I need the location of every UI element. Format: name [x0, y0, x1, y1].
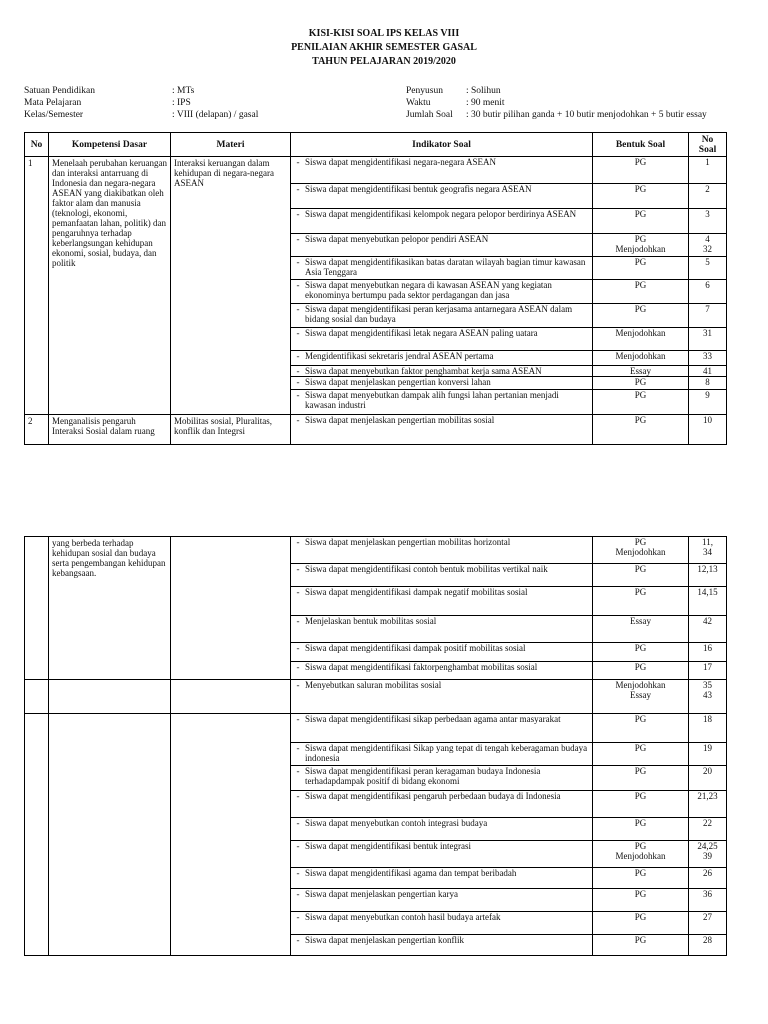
indikator-text: Siswa dapat menyebutkan faktor penghambat kerja sama ASEAN — [305, 366, 542, 376]
indikator-text: Siswa dapat mengidentifikasi kelompok negara pelopor berdirinya ASEAN — [305, 209, 577, 219]
bentuk-soal-cell: PG — [593, 376, 688, 389]
p2-row-1-no — [25, 537, 49, 680]
indikator-bullet: - — [296, 184, 300, 194]
bentuk-soal-cell: PG Menjodohkan — [593, 233, 688, 256]
row-1-no: 1 — [25, 157, 49, 415]
indikator-item — [291, 208, 592, 233]
meta-label-kelas: Kelas/Semester — [24, 110, 84, 120]
indikator-item — [291, 661, 592, 679]
nomor-soal-cell: 18 — [703, 714, 712, 724]
indikator-item — [291, 888, 592, 911]
nomor-soal-cell: 27 — [689, 911, 726, 934]
indikator-text: Siswa dapat mengidentifikasi peran keragaman budaya Indonesia terhadapdampak positif di bidang ekonomi — [305, 766, 541, 786]
meta-value-penyusun: : Solihun — [466, 86, 501, 96]
indikator-bullet: - — [296, 280, 300, 290]
indikator-item — [291, 233, 592, 256]
bentuk-soal-cell: PG — [634, 157, 647, 167]
nomor-soal-cell: 7 — [689, 303, 726, 327]
bentuk-soal-cell: PG — [593, 888, 688, 911]
nomor-soal-cell: 9 — [689, 389, 726, 412]
meta-label-jumlah: Jumlah Soal — [406, 110, 453, 120]
row-2-materi: Mobilitas sosial, Pluralitas, konflik dan Integrsi — [171, 415, 291, 445]
meta-value-waktu: : 90 menit — [466, 98, 505, 108]
indikator-bullet: - — [296, 390, 300, 400]
p2-row-3-no — [25, 714, 49, 956]
meta-label-waktu: Waktu — [406, 98, 431, 108]
indikator-text: Siswa dapat menjelaskan pengertian konversi lahan — [305, 377, 491, 387]
indikator-item — [291, 279, 592, 303]
indikator-item — [291, 157, 592, 183]
bentuk-soal-cell: PG Menjodohkan — [593, 840, 688, 867]
p2-row-3-kompetensi-dasar — [49, 714, 171, 956]
nomor-soal-cell: 42 — [689, 615, 726, 642]
header-kompetensi-dasar: Kompetensi Dasar — [49, 133, 171, 157]
indikator-bullet: - — [296, 791, 300, 801]
p2-row-3-nosoal-list — [689, 714, 727, 956]
indikator-bullet: - — [296, 889, 300, 899]
row-1-nosoal-list — [689, 157, 727, 415]
nomor-soal-cell: 26 — [689, 867, 726, 888]
nomor-soal-cell: 41 — [689, 365, 726, 376]
p2-row-2-materi — [171, 680, 291, 714]
bentuk-soal-cell: PG — [593, 661, 688, 679]
p2-row-1-indikator-list — [291, 537, 593, 680]
nomor-soal-cell: 22 — [689, 817, 726, 840]
row-1-bentuk-list — [593, 157, 689, 415]
row-1-kompetensi-dasar: Menelaah perubahan keruangan dan interaksi antarruang di Indonesia dan negara-negara ASEAN yang diakibatkan oleh faktor alam dan manusia (teknologi, ekonomi, pemanfaatan lahan, politik) dan pengaruhnya terhadap keberlangsungan kehidupan ekonomi, sosial, budaya, dan politik — [49, 157, 171, 415]
indikator-text: Siswa dapat mengidentifikasi pengaruh perbedaan budaya di Indonesia — [305, 791, 561, 801]
indikator-text: Siswa dapat menyebutkan pelopor pendiri ASEAN — [305, 234, 489, 244]
indikator-bullet: - — [296, 680, 300, 690]
bentuk-soal-cell: PG — [634, 714, 647, 724]
p2-row-2-nosoal-list — [689, 680, 727, 714]
indikator-bullet: - — [296, 157, 300, 167]
bentuk-soal-cell: PG — [593, 642, 688, 661]
indikator-text: Siswa dapat mengidentifikasi letak negara ASEAN paling uatara — [305, 328, 538, 338]
header-materi: Materi — [171, 133, 291, 157]
nomor-soal-cell: 21,23 — [689, 790, 726, 817]
nomor-soal-cell: 10 — [703, 415, 712, 425]
indikator-item — [291, 183, 592, 208]
indikator-text: Menjelaskan bentuk mobilitas sosial — [305, 616, 437, 626]
indikator-text: Siswa dapat mengidentifikasi faktorpenghambat mobilitas sosial — [305, 662, 538, 672]
nomor-soal-cell: 4 32 — [689, 233, 726, 256]
indikator-item — [291, 714, 592, 742]
indikator-bullet: - — [296, 304, 300, 314]
nomor-soal-cell: 5 — [689, 256, 726, 279]
indikator-text: Siswa dapat mengidentifikasi negara-negara ASEAN — [305, 157, 496, 167]
meta-value-kelas: : VIII (delapan) / gasal — [172, 110, 259, 120]
nomor-soal-cell: 17 — [689, 661, 726, 679]
bentuk-soal-cell: PG — [593, 742, 688, 765]
bentuk-soal-cell: PG — [593, 934, 688, 955]
indikator-text: Menyebutkan saluran mobilitas sosial — [305, 680, 442, 690]
indikator-item — [291, 303, 592, 327]
nomor-soal-cell: 12,13 — [689, 563, 726, 586]
indikator-bullet: - — [296, 234, 300, 244]
bentuk-soal-cell: PG — [593, 208, 688, 233]
indikator-bullet: - — [296, 209, 300, 219]
indikator-bullet: - — [296, 616, 300, 626]
nomor-soal-cell: 11, 34 — [702, 537, 713, 557]
indikator-text: Mengidentifikasi sekretaris jendral ASEAN pertama — [305, 351, 494, 361]
header-indikator-soal: Indikator Soal — [291, 133, 593, 157]
doc-title-1: KISI-KISI SOAL IPS KELAS VIII — [308, 28, 460, 39]
indikator-item — [291, 867, 592, 888]
header-no: No — [25, 133, 49, 157]
indikator-text: Siswa dapat mengidentifikasi bentuk integrasi — [305, 841, 471, 851]
meta-label-penyusun: Penyusun — [406, 86, 443, 96]
bentuk-soal-cell: PG — [593, 279, 688, 303]
bentuk-soal-cell: Essay — [593, 615, 688, 642]
row-2-bentuk-list — [593, 415, 689, 445]
indikator-bullet: - — [296, 714, 300, 724]
nomor-soal-cell: 1 — [705, 157, 710, 167]
indikator-bullet: - — [296, 587, 300, 597]
indikator-text: Siswa dapat menjelaskan pengertian konflik — [305, 935, 464, 945]
indikator-item — [291, 256, 592, 279]
indikator-item — [291, 790, 592, 817]
indikator-item — [291, 389, 592, 412]
bentuk-soal-cell: Menjodohkan — [593, 350, 688, 365]
nomor-soal-cell: 31 — [689, 327, 726, 350]
indikator-text: Siswa dapat menyebutkan dampak alih fungsi lahan pertanian menjadi kawasan industri — [305, 390, 559, 410]
indikator-item — [291, 327, 592, 350]
indikator-bullet: - — [296, 766, 300, 776]
bentuk-soal-cell: PG — [593, 790, 688, 817]
indikator-bullet: - — [296, 868, 300, 878]
indikator-text: Siswa dapat menyebutkan negara di kawasan ASEAN yang kegiatan ekonominya bertumpu pada sektor perdagangan dan jasa — [305, 280, 552, 300]
nomor-soal-cell: 3 — [689, 208, 726, 233]
meta-label-satuan: Satuan Pendidikan — [24, 86, 95, 96]
indikator-item — [291, 537, 592, 563]
indikator-text: Siswa dapat menyebutkan contoh hasil budaya artefak — [305, 912, 501, 922]
p2-row-1-kompetensi-dasar: yang berbeda terhadap kehidupan sosial dan budaya serta pengembangan kehidupan kebangsaan. — [49, 537, 171, 680]
indikator-item — [291, 350, 592, 365]
indikator-bullet: - — [296, 377, 300, 387]
nomor-soal-cell: 35 43 — [703, 680, 712, 700]
row-1-materi: Interaksi keruangan dalam kehidupan di negara-negara ASEAN — [171, 157, 291, 415]
indikator-bullet: - — [296, 935, 300, 945]
indikator-text: Siswa dapat mengidentifikasi bentuk geografis negara ASEAN — [305, 184, 532, 194]
bentuk-soal-cell: Menjodohkan Essay — [615, 680, 666, 700]
bentuk-soal-cell: PG — [593, 563, 688, 586]
p2-row-2-no — [25, 680, 49, 714]
bentuk-soal-cell: PG — [593, 586, 688, 615]
p2-row-2-bentuk-list — [593, 680, 689, 714]
indikator-bullet: - — [296, 366, 300, 376]
indikator-bullet: - — [296, 912, 300, 922]
bentuk-soal-cell: PG — [593, 389, 688, 412]
indikator-item — [291, 817, 592, 840]
bentuk-soal-cell: Menjodohkan — [593, 327, 688, 350]
bentuk-soal-cell: PG — [593, 256, 688, 279]
indikator-bullet: - — [296, 351, 300, 361]
doc-title-3: TAHUN PELAJARAN 2019/2020 — [312, 56, 456, 67]
p2-row-2-indikator-list — [291, 680, 593, 714]
indikator-bullet: - — [296, 537, 300, 547]
nomor-soal-cell: 24,25 39 — [689, 840, 726, 867]
header-bentuk-soal: Bentuk Soal — [593, 133, 689, 157]
indikator-text: Siswa dapat mengidentifikasi peran kerjasama antarnegara ASEAN dalam bidang sosial dan budaya — [305, 304, 573, 324]
nomor-soal-cell: 14,15 — [689, 586, 726, 615]
indikator-bullet: - — [296, 564, 300, 574]
indikator-item — [291, 586, 592, 615]
kisi-table-page-2 — [24, 536, 727, 956]
meta-value-mapel: : IPS — [172, 98, 191, 108]
bentuk-soal-cell: PG — [593, 867, 688, 888]
indikator-item — [291, 765, 592, 790]
bentuk-soal-cell: PG — [593, 911, 688, 934]
p2-row-3-indikator-list — [291, 714, 593, 956]
p2-row-3-materi — [171, 714, 291, 956]
indikator-item — [291, 840, 592, 867]
row-1-indikator-list — [291, 157, 593, 415]
bentuk-soal-cell: PG — [634, 415, 647, 425]
indikator-text: Siswa dapat menjelaskan pengertian mobilitas horizontal — [305, 537, 511, 547]
indikator-bullet: - — [296, 841, 300, 851]
nomor-soal-cell: 33 — [689, 350, 726, 365]
bentuk-soal-cell: Essay — [593, 365, 688, 376]
bentuk-soal-cell: PG — [593, 765, 688, 790]
meta-label-mapel: Mata Pelajaran — [24, 98, 82, 108]
indikator-item — [291, 934, 592, 955]
bentuk-soal-cell: PG Menjodohkan — [615, 537, 666, 557]
indikator-text: Siswa dapat mengidentifikasi Sikap yang tepat di tengah keberagaman budaya indonesia — [305, 743, 588, 763]
nomor-soal-cell: 20 — [689, 765, 726, 790]
bentuk-soal-cell: PG — [593, 303, 688, 327]
indikator-text: Siswa dapat mengidentifikasi dampak positif mobilitas sosial — [305, 643, 526, 653]
indikator-text: Siswa dapat menyebutkan contoh integrasi budaya — [305, 818, 488, 828]
indikator-item — [291, 642, 592, 661]
indikator-bullet: - — [296, 743, 300, 753]
row-2-kompetensi-dasar: Menganalisis pengaruh Interaksi Sosial dalam ruang — [49, 415, 171, 445]
indikator-text: Siswa dapat mengidentifikasikan batas daratan wilayah bagian timur kawasan Asia Tenggara — [305, 257, 586, 277]
nomor-soal-cell: 6 — [689, 279, 726, 303]
kisi-table-page-1 — [24, 132, 727, 445]
indikator-item — [291, 376, 592, 389]
indikator-bullet: - — [296, 328, 300, 338]
nomor-soal-cell: 8 — [689, 376, 726, 389]
indikator-text: Siswa dapat mengidentifikasi agama dan tempat beribadah — [305, 868, 517, 878]
indikator-bullet: - — [296, 415, 300, 425]
bentuk-soal-cell: PG — [593, 183, 688, 208]
nomor-soal-cell: 2 — [689, 183, 726, 208]
indikator-item — [291, 415, 592, 441]
row-2-nosoal-list — [689, 415, 727, 445]
indikator-item — [291, 742, 592, 765]
indikator-bullet: - — [296, 818, 300, 828]
meta-value-jumlah: : 30 butir pilihan ganda + 10 butir menjodohkan + 5 butir essay — [466, 110, 707, 120]
header-no-soal: No Soal — [689, 133, 727, 157]
nomor-soal-cell: 16 — [689, 642, 726, 661]
p2-row-1-materi — [171, 537, 291, 680]
indikator-text: Siswa dapat menjelaskan pengertian mobilitas sosial — [305, 415, 495, 425]
nomor-soal-cell: 19 — [689, 742, 726, 765]
indikator-item — [291, 911, 592, 934]
indikator-bullet: - — [296, 257, 300, 267]
p2-row-1-bentuk-list — [593, 537, 689, 680]
row-2-indikator-list — [291, 415, 593, 445]
indikator-item — [291, 615, 592, 642]
p2-row-3-bentuk-list — [593, 714, 689, 956]
bentuk-soal-cell: PG — [593, 817, 688, 840]
p2-row-1-nosoal-list — [689, 537, 727, 680]
indikator-text: Siswa dapat menjelaskan pengertian karya — [305, 889, 458, 899]
nomor-soal-cell: 36 — [689, 888, 726, 911]
indikator-bullet: - — [296, 662, 300, 672]
indikator-item — [291, 365, 592, 376]
indikator-text: Siswa dapat mengidentifikasi dampak negatif mobilitas sosial — [305, 587, 528, 597]
p2-row-2-kompetensi-dasar — [49, 680, 171, 714]
meta-value-satuan: : MTs — [172, 86, 195, 96]
indikator-item — [291, 680, 592, 712]
indikator-item — [291, 563, 592, 586]
doc-title-2: PENILAIAN AKHIR SEMESTER GASAL — [291, 42, 477, 53]
indikator-text: Siswa dapat mengidentifikasi contoh bentuk mobilitas vertikal naik — [305, 564, 548, 574]
nomor-soal-cell: 28 — [689, 934, 726, 955]
indikator-text: Siswa dapat mengidentifikasi sikap perbedaan agama antar masyarakat — [305, 714, 561, 724]
row-2-no: 2 — [25, 415, 49, 445]
indikator-bullet: - — [296, 643, 300, 653]
